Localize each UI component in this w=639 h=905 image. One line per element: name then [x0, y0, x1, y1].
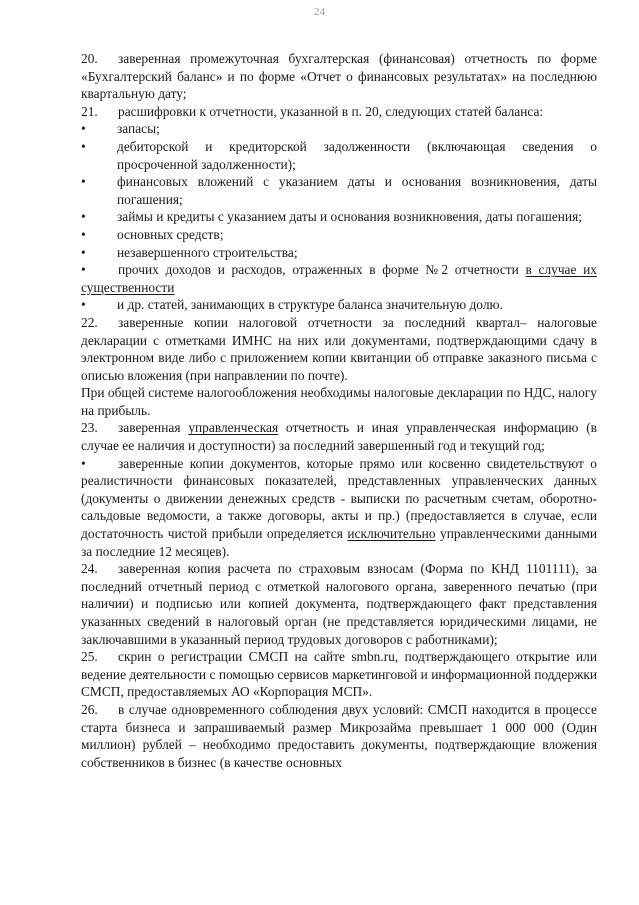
bullet-item-wrapped: [81, 455, 597, 561]
underlined-text: управленческая: [188, 420, 279, 436]
bullet-text-continued: управленческими данными за последние 12 месяцев).: [81, 526, 597, 559]
bullet-item: [81, 296, 597, 314]
item-number: 24.: [81, 561, 98, 577]
bullet-text: запасы;: [117, 121, 160, 137]
list-item-23: [81, 419, 597, 454]
bullet-item: [81, 138, 597, 173]
item-text-continued: отчетность и иная управленческая информацию (в случае ее наличия и доступности) за последний завершенный год и текущий год;: [81, 420, 598, 454]
bullet-dot-icon: •: [81, 262, 86, 278]
item-text: заверенная: [118, 420, 189, 436]
item-text: скрин о регистрации СМСП на сайте smbn.ru, подтверждающего открытие или ведение деятельности с помощью сервисов маркетинговой и информационной поддержки СМСП, предоставляемых АО «Корпорация МСП».: [81, 649, 597, 700]
item-number: 23.: [81, 420, 98, 436]
item-text: заверенная промежуточная бухгалтерская (финансовая) отчетность по форме «Бухгалтерский баланс» и по форме «Отчет о финансовых результатах» на последнюю квартальную дату;: [81, 51, 597, 102]
bullet-dot-icon: •: [81, 209, 86, 225]
paragraph-note: При общей системе налогообложения необходимы налоговые декларации по НДС, налогу на прибыль.: [81, 385, 597, 418]
bullet-text: незавершенного строительства;: [117, 244, 298, 260]
bullet-dot-icon: •: [81, 174, 86, 190]
bullet-item: [81, 208, 597, 226]
bullet-text: дебиторской и кредиторской задолженности (включающая сведения о просроченной задолженности);: [117, 138, 597, 172]
item-text: заверенная копия расчета по страховым взносам (Форма по КНД 1101111), за последний отчетный период с отметкой налогового органа, заверенного печатью (при наличии) и подписью или копией документа, подтверждающего факт представления указанных сведений в налоговый орган (не представляется юридическими лицами, не заключавшими в указанный период трудовых договоров с работниками);: [81, 561, 597, 647]
bullet-dot-icon: •: [81, 226, 86, 242]
item-number: 25.: [81, 649, 98, 665]
bullet-dot-icon: •: [81, 297, 86, 313]
bullet-dot-icon: •: [81, 138, 86, 154]
bullet-text: основных средств;: [117, 226, 224, 242]
item-number: 22.: [81, 314, 98, 330]
bullet-text: и др. статей, занимающих в структуре баланса значительную долю.: [117, 297, 503, 313]
bullet-dot-icon: •: [81, 455, 86, 471]
item-number: 20.: [81, 51, 98, 66]
bullet-item: [81, 244, 597, 262]
bullet-dot-icon: •: [81, 121, 86, 137]
item-text: заверенные копии налоговой отчетности за последний квартал– налоговые декларации с отметками ИМНС на них или документами, подтверждающими сдачу в электронном виде либо с приложением копии квитанции об отправке заказного письма с описью вложения (при направлении по почте).: [81, 314, 597, 383]
underlined-text: в случае их существенности: [81, 262, 597, 295]
item-text: расшифровки к отчетности, указанной в п. 20, следующих статей баланса:: [118, 103, 544, 119]
list-item-26: [81, 701, 597, 771]
list-item-24: [81, 560, 597, 648]
list-item-21: [81, 103, 597, 121]
item-number: 21.: [81, 103, 98, 119]
bullet-item-wrapped: [81, 261, 597, 296]
bullet-item: [81, 226, 597, 244]
item-number: 26.: [81, 701, 98, 717]
list-item-25: [81, 648, 597, 701]
item-text: в случае одновременного соблюдения двух условий: СМСП находится в процессе старта бизнеса и запрашиваемый размер Микрозайма превышает 1 000 000 (Один миллион) рублей – необходимо предоставить документы, подтверждающие вложения собственников в бизнес (в качестве основных: [81, 701, 597, 770]
bullet-text: финансовых вложений с указанием даты и основания возникновения, даты погашения;: [117, 174, 597, 207]
bullet-item: [81, 173, 597, 208]
document-body: [81, 50, 597, 771]
bullet-text: займы и кредиты с указанием даты и основания возникновения, даты погашения;: [117, 209, 582, 225]
list-item-20: [81, 50, 597, 103]
page-number: 24: [314, 6, 325, 18]
bullet-item: [81, 120, 597, 138]
bullet-dot-icon: •: [81, 244, 86, 260]
bullet-text: заверенные копии документов, которые прямо или косвенно свидетельствуют о реалистичности финансовых показателей, представленных управленческих данных (документы о движении денежных средств - выписки по расчетным счетам, оборотно-сальдовые ведомости, а также договоры, акты и пр.) (предоставляется в случае, если достаточность чистой прибыли определяется: [81, 455, 597, 542]
list-item-22: [81, 314, 597, 384]
underlined-text: исключительно: [347, 526, 436, 542]
bullet-text: прочих доходов и расходов, отраженных в форме №2 отчетности: [118, 262, 526, 278]
